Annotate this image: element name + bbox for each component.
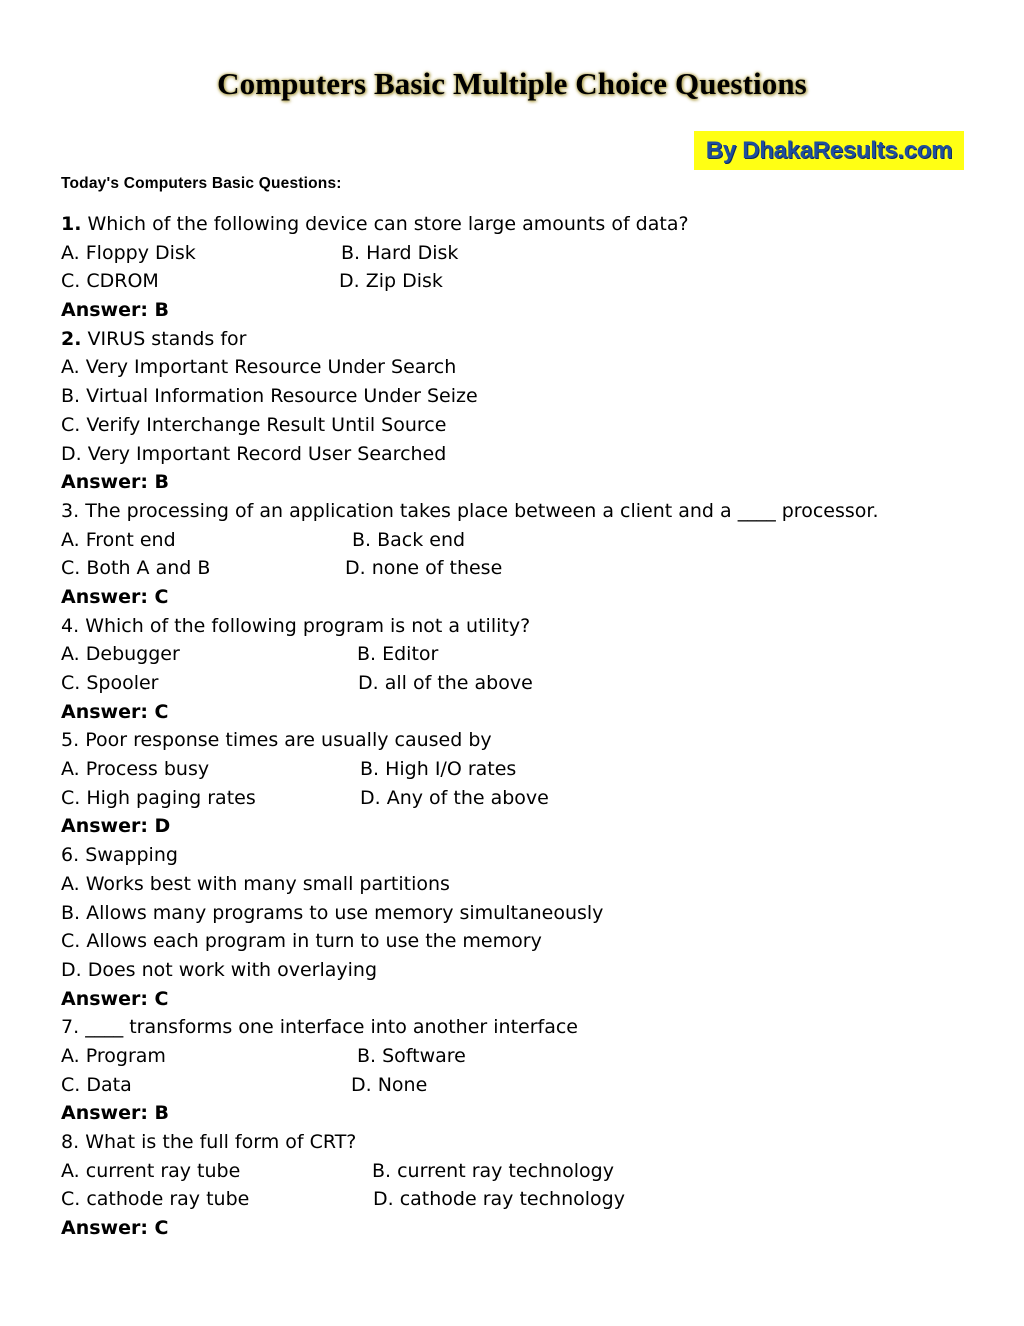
answer-3: Answer: C — [61, 585, 169, 608]
question-3 — [61, 497, 961, 526]
question-text: What is the full form of CRT? — [85, 1131, 357, 1153]
answer-4: Answer: C — [61, 700, 169, 723]
answer-8: Answer: C — [61, 1217, 169, 1240]
option-row — [61, 267, 961, 296]
option-c: C. cathode ray tube — [61, 1188, 250, 1211]
question-text: Swapping — [85, 844, 178, 867]
question-number: 3. — [61, 499, 80, 522]
option-b: B. High I/O rates — [360, 758, 517, 781]
option-row — [61, 784, 961, 813]
answer-1: Answer: B — [61, 299, 170, 322]
option-row — [61, 239, 961, 268]
option-b: B. Allows many programs to use memory simultaneously — [61, 901, 604, 924]
question-number: 5. — [61, 729, 80, 752]
option-c: C. Allows each program in turn to use the memory — [61, 930, 542, 953]
question-number: 1. — [61, 213, 82, 235]
option-row — [61, 669, 961, 698]
option-row — [61, 1185, 961, 1214]
question-text: ____ transforms one interface into another interface — [85, 1016, 578, 1039]
question-number: 2. — [61, 327, 82, 350]
question-text: Which of the following device can store large amounts of data? — [87, 213, 689, 235]
question-number: 8. — [61, 1131, 80, 1153]
option-c: C. Verify Interchange Result Until Source — [61, 413, 447, 436]
option-d: D. Does not work with overlaying — [61, 958, 378, 981]
answer-6: Answer: C — [61, 987, 169, 1010]
option-a: A. current ray tube — [61, 1159, 241, 1182]
option-d: D. Very Important Record User Searched — [61, 442, 447, 465]
question-7 — [61, 1013, 961, 1042]
option-row — [61, 1157, 961, 1186]
question-text: Which of the following program is not a utility? — [85, 614, 531, 637]
option-d: D. Zip Disk — [339, 270, 443, 293]
option-row — [61, 755, 961, 784]
question-6 — [61, 841, 961, 870]
option-d: D. Any of the above — [360, 786, 549, 809]
option-a: A. Front end — [61, 528, 176, 551]
option-d: D. cathode ray technology — [373, 1188, 625, 1211]
option-row — [61, 1042, 961, 1071]
option-b: B. Editor — [357, 643, 439, 666]
option-row — [61, 526, 961, 555]
answer-5: Answer: D — [61, 815, 171, 838]
option-a: A. Debugger — [61, 643, 180, 666]
option-b: B. current ray technology — [372, 1159, 614, 1182]
section-subtitle: Today's Computers Basic Questions: — [61, 175, 342, 192]
option-a: A. Very Important Resource Under Search — [61, 356, 457, 379]
question-8 — [61, 1128, 961, 1157]
option-a: A. Floppy Disk — [61, 241, 196, 264]
question-5 — [61, 726, 961, 755]
option-c: C. Spooler — [61, 672, 159, 694]
question-text: Poor response times are usually caused by — [85, 729, 492, 752]
option-b: B. Hard Disk — [341, 241, 459, 264]
answer-7: Answer: B — [61, 1102, 170, 1125]
option-b: B. Back end — [352, 528, 466, 551]
option-b: B. Virtual Information Resource Under Seize — [61, 385, 478, 408]
option-a: A. Process busy — [61, 758, 210, 781]
page-title: Computers Basic Multiple Choice Questions — [217, 66, 807, 101]
option-row — [61, 640, 961, 669]
answer-2: Answer: B — [61, 471, 170, 494]
question-4 — [61, 612, 961, 641]
question-number: 6. — [61, 844, 80, 867]
option-d: D. all of the above — [358, 672, 533, 694]
option-a: A. Program — [61, 1044, 166, 1067]
option-b: B. Software — [357, 1044, 466, 1067]
option-c: C. Data — [61, 1073, 132, 1096]
question-list — [61, 210, 961, 1243]
question-number: 4. — [61, 614, 80, 637]
option-row — [61, 1071, 961, 1100]
question-number: 7. — [61, 1016, 80, 1039]
question-text: VIRUS stands for — [87, 327, 247, 350]
brand-label: By DhakaResults.com — [694, 131, 964, 170]
option-c: C. Both A and B — [61, 557, 211, 580]
question-1 — [61, 210, 961, 239]
option-a: A. Works best with many small partitions — [61, 872, 450, 895]
option-d: D. none of these — [345, 557, 503, 580]
option-c: C. CDROM — [61, 270, 159, 293]
option-row — [61, 554, 961, 583]
question-text: The processing of an application takes place between a client and a ____ processor. — [85, 499, 879, 522]
option-c: C. High paging rates — [61, 786, 256, 809]
option-d: D. None — [351, 1073, 428, 1096]
question-2 — [61, 325, 961, 354]
